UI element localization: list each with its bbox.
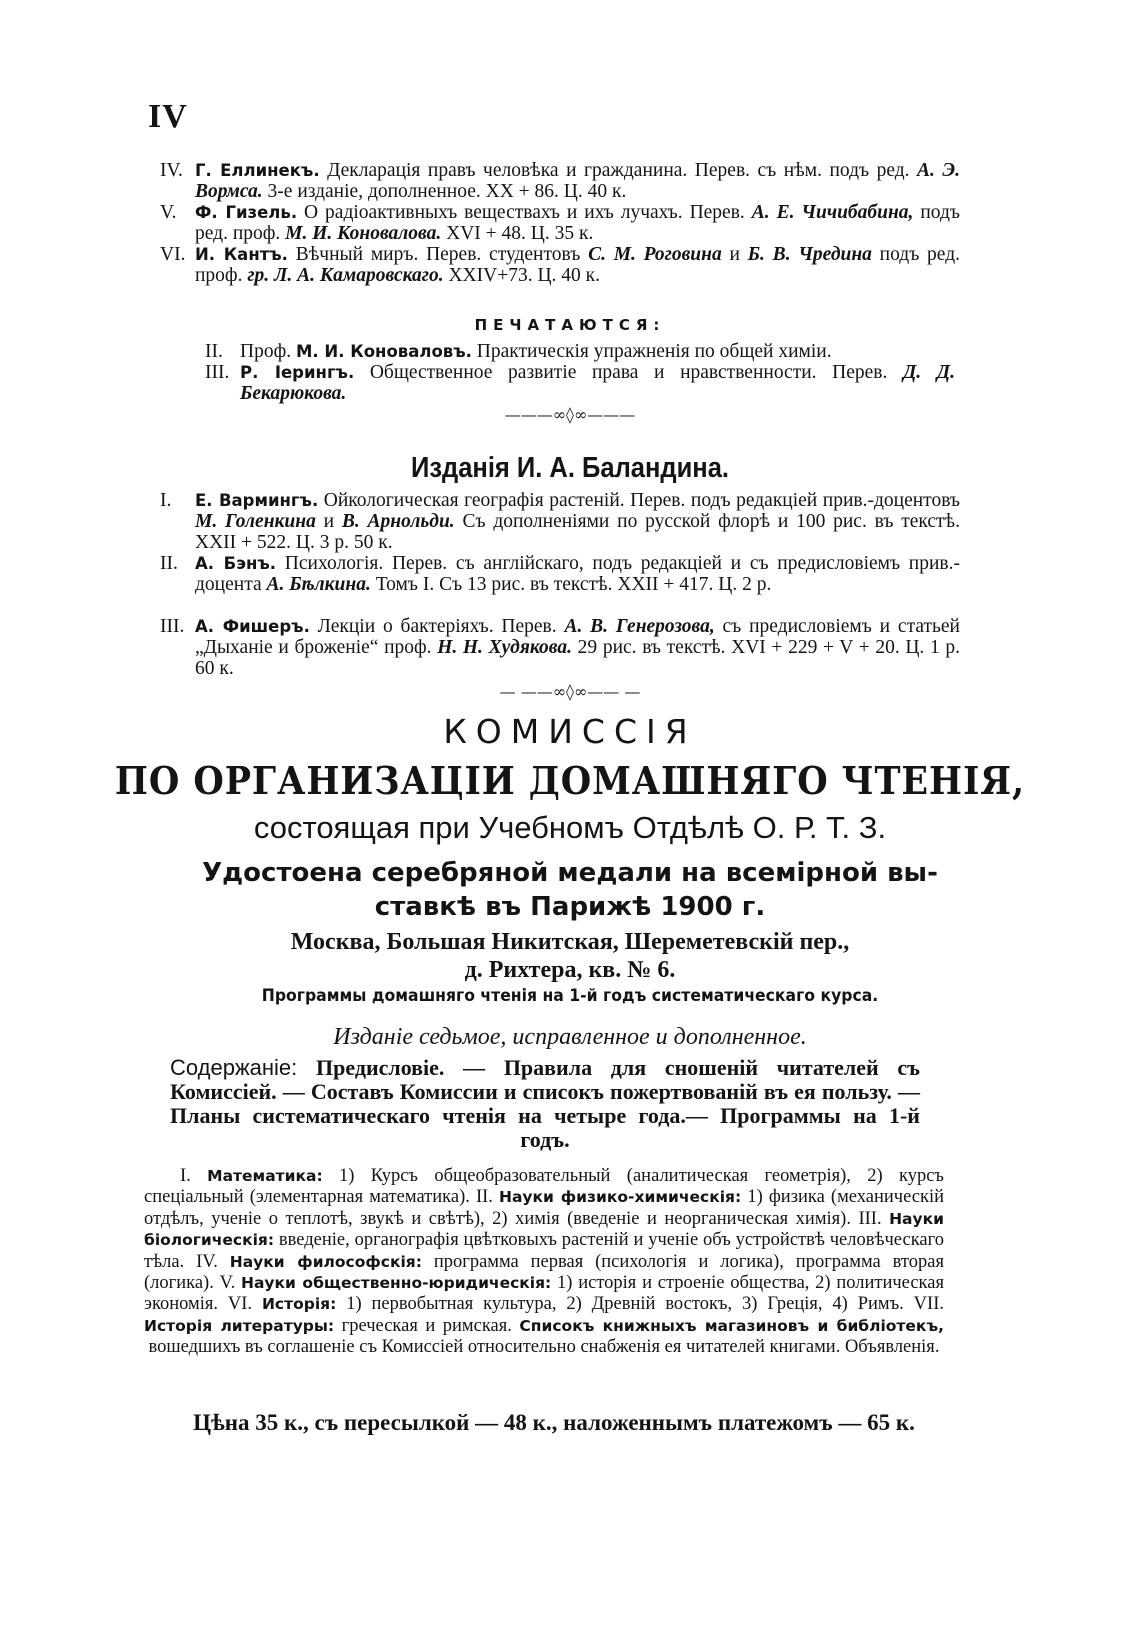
entry-editor: В. Арнольди. xyxy=(341,511,455,532)
contents-label: Содержаніе: xyxy=(170,1055,298,1080)
entry-editor: А. Е. Чичибабина, xyxy=(751,202,914,223)
medal-line: Удостоена серебряной медали на всемірной вы- xyxy=(202,858,938,888)
book-entry xyxy=(160,553,960,595)
entry-text: 3-е изданіе, дополненное. XX + 86. Ц. 40 к. xyxy=(262,181,627,202)
commission-attached: состоящая при Учебномъ Отдѣлѣ О. Р. Т. З. xyxy=(253,810,887,845)
address xyxy=(0,928,1140,984)
edition-note: Изданіе седьмое, исправленное и дополненное. xyxy=(333,1024,807,1050)
entry-text: и xyxy=(721,244,748,265)
entry-text: подъ ред. проф. xyxy=(195,244,960,286)
entry-author: Е. Вармингъ. xyxy=(195,491,319,510)
entry-text: Ойкологическая географія растеній. Перев. подъ редакціей прив.-доцентовъ xyxy=(318,490,961,511)
entry-text: Вѣчный миръ. Перев. студентовъ xyxy=(287,244,589,265)
subject-text: 1) Курсъ общеобразовательный (аналитическая геометрія), 2) курсъ спеціальный (элементарная математика). II. xyxy=(144,1166,944,1208)
entry-text: съ предисловіемъ и статьей „Дыханіе и броженіе“ проф. xyxy=(195,616,960,658)
price-line: Цѣна 35 к., съ пересылкой — 48 к., наложеннымъ платежомъ — 65 к. xyxy=(193,1410,915,1435)
book-entry xyxy=(160,490,960,553)
entry-editor: Б. В. Чредина xyxy=(747,244,872,265)
entry-text: XXIV+73. Ц. 40 к. xyxy=(443,265,600,286)
subject-text: 1) первобытная культура, 2) Древній востокъ, 3) Греція, 4) Римъ. VII. xyxy=(336,1294,944,1315)
subject-text: греческая и римская. xyxy=(334,1315,520,1336)
ornament-divider: ———∞◊∞——— xyxy=(504,405,636,424)
entry-number: I. xyxy=(160,490,172,511)
entry-text: и xyxy=(315,511,342,532)
entry-text: Томъ I. Съ 13 рис. въ текстѣ. XXII + 417. Ц. 2 р. xyxy=(370,574,772,595)
book-entry xyxy=(205,362,955,404)
address-line: Москва, Большая Никитская, Шереметевскій пер., xyxy=(290,929,850,955)
subject-heading: Науки біологическія: xyxy=(144,1209,944,1250)
subject-heading: Науки физико-химическія: xyxy=(499,1188,742,1207)
ornament-divider: — ——∞◊∞—— — xyxy=(499,682,641,701)
subject-text: введеніе, органографія цвѣтковыхъ растеній и ученіе объ устройствѣ человѣческаго тѣла. IV. xyxy=(144,1230,944,1272)
entry-number: II. xyxy=(160,553,178,574)
entry-editor: гр. Л. А. Камаровскаго. xyxy=(247,265,444,286)
address-line: д. Рихтера, кв. № 6. xyxy=(464,957,676,983)
entry-author: И. Кантъ. xyxy=(195,245,288,264)
subject-text: 1) исторія и строеніе общества, 2) политическая экономія. VI. xyxy=(144,1273,944,1315)
subject-text: 1) физика (механическій отдѣлъ, ученіе о теплотѣ, звукѣ и свѣтѣ), 2) химія (введеніе и неорганическая химія). III. xyxy=(144,1187,944,1229)
entry-editor: А. Э. Вормса. xyxy=(195,160,960,202)
entry-number: V. xyxy=(160,202,177,223)
entry-text: 29 рис. въ текстѣ. XVI + 229 + V + 20. Ц. 1 р. 60 к. xyxy=(195,637,960,679)
entry-text: Общественное развитіе права и нравственности. Перев. xyxy=(354,362,903,383)
entry-text: Психологія. Перев. съ англійскаго, подъ редакціей и съ предисловіемъ прив.-доцента xyxy=(195,553,961,595)
medal-line: ставкѣ въ Парижѣ 1900 г. xyxy=(374,892,766,922)
entry-author: М. И. Коноваловъ. xyxy=(295,342,472,361)
subject-text: программа первая (психологія и логика), программа вторая (логика). V. xyxy=(144,1251,944,1294)
book-entry xyxy=(160,616,960,679)
subject-heading: Исторія: xyxy=(261,1295,337,1314)
entry-text: Декларація правъ человѣка и гражданина. Перев. съ нѣм. подъ ред. xyxy=(319,160,918,181)
entry-editor: М. Голенкина xyxy=(195,511,316,532)
balandin-heading: Изданія И. А. Баландина. xyxy=(411,452,729,484)
book-entry xyxy=(160,244,960,286)
commission-subtitle: ПО ОРГАНИЗАЦІИ ДОМАШНЯГО ЧТЕНІЯ, xyxy=(114,758,1026,803)
entry-number: VI. xyxy=(160,244,186,265)
entry-number: II. xyxy=(205,341,223,362)
book-entry xyxy=(205,341,955,362)
entry-editor: А. В. Генерозова, xyxy=(564,616,715,637)
contents-text: Предисловіе. — Правила для сношеній читателей съ Комиссіей. — Составъ Комиссии и списокъ пожертвованій въ ея пользу. —Планы систематическаго чтенія на четыре года.— Программы на 1-й годъ. xyxy=(170,1055,920,1152)
entry-editor: А. Бѣлкина. xyxy=(266,574,371,595)
entry-author: А. Фишеръ. xyxy=(195,617,310,636)
entry-editor: М. И. Коновалова. xyxy=(285,223,442,244)
book-entry xyxy=(160,202,960,244)
medal-text xyxy=(0,856,1140,924)
program-details xyxy=(144,1166,944,1359)
programs-title: Программы домашняго чтенія на 1-й годъ систематическаго курса. xyxy=(261,986,879,1006)
commission-title: КОМИССІЯ xyxy=(443,712,697,751)
subject-heading: Исторія литературы: xyxy=(144,1316,335,1335)
entry-author: Р. Іерингъ. xyxy=(240,363,355,382)
entry-editor: Д. Д. Бекарюкова. xyxy=(240,362,955,404)
entry-author: Г. Еллинекъ. xyxy=(195,161,320,180)
entry-text: О радіоактивныхъ веществахъ и ихъ лучахъ. Перев. xyxy=(297,202,752,223)
subject-text: I. xyxy=(180,1166,208,1186)
entry-author: Ф. Гизель. xyxy=(195,203,298,222)
entry-editor: Н. Н. Худякова. xyxy=(437,637,573,658)
entry-text: подъ ред. проф. xyxy=(195,202,960,244)
subject-heading: Науки общественно-юридическія: xyxy=(240,1274,552,1293)
entry-number: III. xyxy=(160,616,185,637)
page-number: IV xyxy=(148,98,188,135)
in-print-heading: ПЕЧАТАЮТСЯ: xyxy=(474,316,666,334)
entry-text: Практическія упражненія по общей химіи. xyxy=(471,341,832,362)
subject-heading: Математика: xyxy=(207,1167,323,1185)
book-entry xyxy=(160,160,960,202)
entry-text: XVI + 48. Ц. 35 к. xyxy=(441,223,594,244)
subject-heading: Науки философскія: xyxy=(229,1252,422,1271)
entry-author: А. Бэнъ. xyxy=(195,554,277,573)
entry-editor: С. М. Роговина xyxy=(588,244,722,265)
entry-prefix: Проф. xyxy=(240,341,296,362)
entry-number: III. xyxy=(205,362,230,383)
subject-text: вошедшихъ въ соглашеніе съ Комиссіей относительно снабженія ея читателей книгами. Объявленія. xyxy=(148,1337,940,1358)
subject-heading: Списокъ книжныхъ магазиновъ и библіотекъ, xyxy=(519,1316,944,1335)
entry-number: IV. xyxy=(160,160,183,181)
entry-text: Съ дополненіями по русской флорѣ и 100 рис. въ текстѣ. XXII + 522. Ц. 3 р. 50 к. xyxy=(195,511,961,553)
entry-text: Лекціи о бактеріяхъ. Перев. xyxy=(309,616,565,637)
contents-paragraph xyxy=(170,1056,920,1152)
